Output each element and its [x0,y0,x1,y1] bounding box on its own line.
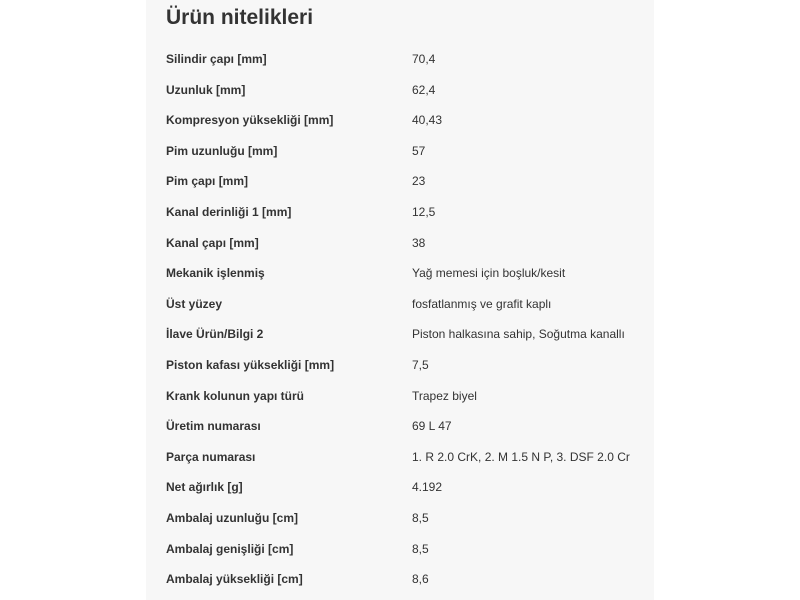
attribute-value: 4.192 [412,480,443,495]
table-row [146,105,654,136]
table-row [146,472,654,503]
table-row [146,289,654,320]
attribute-label: Parça numarası [166,449,256,464]
table-row [146,381,654,412]
attribute-value: 69 L 47 [412,419,452,434]
attribute-value: 23 [412,174,426,189]
table-row [146,197,654,228]
table-row [146,75,654,106]
attribute-value: Yağ memesi için boşluk/kesit [412,266,566,281]
attribute-label: Uzunluk [mm] [166,82,246,97]
table-row [146,319,654,350]
attribute-label: Krank kolunun yapı türü [166,388,305,403]
attribute-value: 70,4 [412,52,436,66]
attribute-value: 38 [412,235,426,250]
attribute-label: Pim uzunluğu [mm] [166,143,278,158]
attribute-value: 12,5 [412,204,436,219]
attribute-label: Kompresyon yüksekliği [mm] [166,113,334,128]
attribute-label: Üretim numarası [166,419,261,434]
attribute-value: 7,5 [412,357,429,372]
table-row [146,44,654,75]
table-row [146,564,654,595]
attribute-label: Mekanik işlenmiş [166,266,265,281]
attribute-label: Kanal derinliği 1 [mm] [166,204,292,219]
attribute-label: Ambalaj uzunluğu [cm] [166,510,298,525]
attribute-value: 8,5 [412,541,429,556]
attribute-value: Piston halkasına sahip, Soğutma kanallı [412,327,625,342]
attribute-label: İlave Ürün/Bilgi 2 [166,327,264,342]
attribute-label: Piston kafası yüksekliği [mm] [166,357,335,372]
attribute-label: Ambalaj yüksekliği [cm] [166,572,303,587]
table-row [146,442,654,473]
attribute-label: Ambalaj genişliği [cm] [166,541,294,556]
attribute-value: 8,5 [412,510,429,525]
attribute-value: 57 [412,143,426,158]
attribute-label: Silindir çapı [mm] [166,52,267,66]
attribute-value: 62,4 [412,82,436,97]
table-row [146,411,654,442]
attribute-value: Trapez biyel [412,388,477,403]
table-row [146,534,654,565]
attribute-value: 1. R 2.0 CrK, 2. M 1.5 N P, 3. DSF 2.0 Cr [412,449,630,464]
table-row [146,503,654,534]
attribute-label: Net ağırlık [g] [166,480,243,495]
table-row [146,350,654,381]
table-row [146,258,654,289]
attribute-label: Pim çapı [mm] [166,174,249,189]
attribute-label: Üst yüzey [166,296,223,311]
attribute-value: fosfatlanmış ve grafit kaplı [412,296,552,311]
section-title: Ürün nitelikleri [166,6,314,29]
table-row [146,136,654,167]
attribute-value: 40,43 [412,113,443,128]
table-row [146,228,654,259]
table-row [146,166,654,197]
attribute-value: 8,6 [412,572,429,587]
attributes-table [146,44,654,595]
attribute-label: Kanal çapı [mm] [166,235,259,250]
